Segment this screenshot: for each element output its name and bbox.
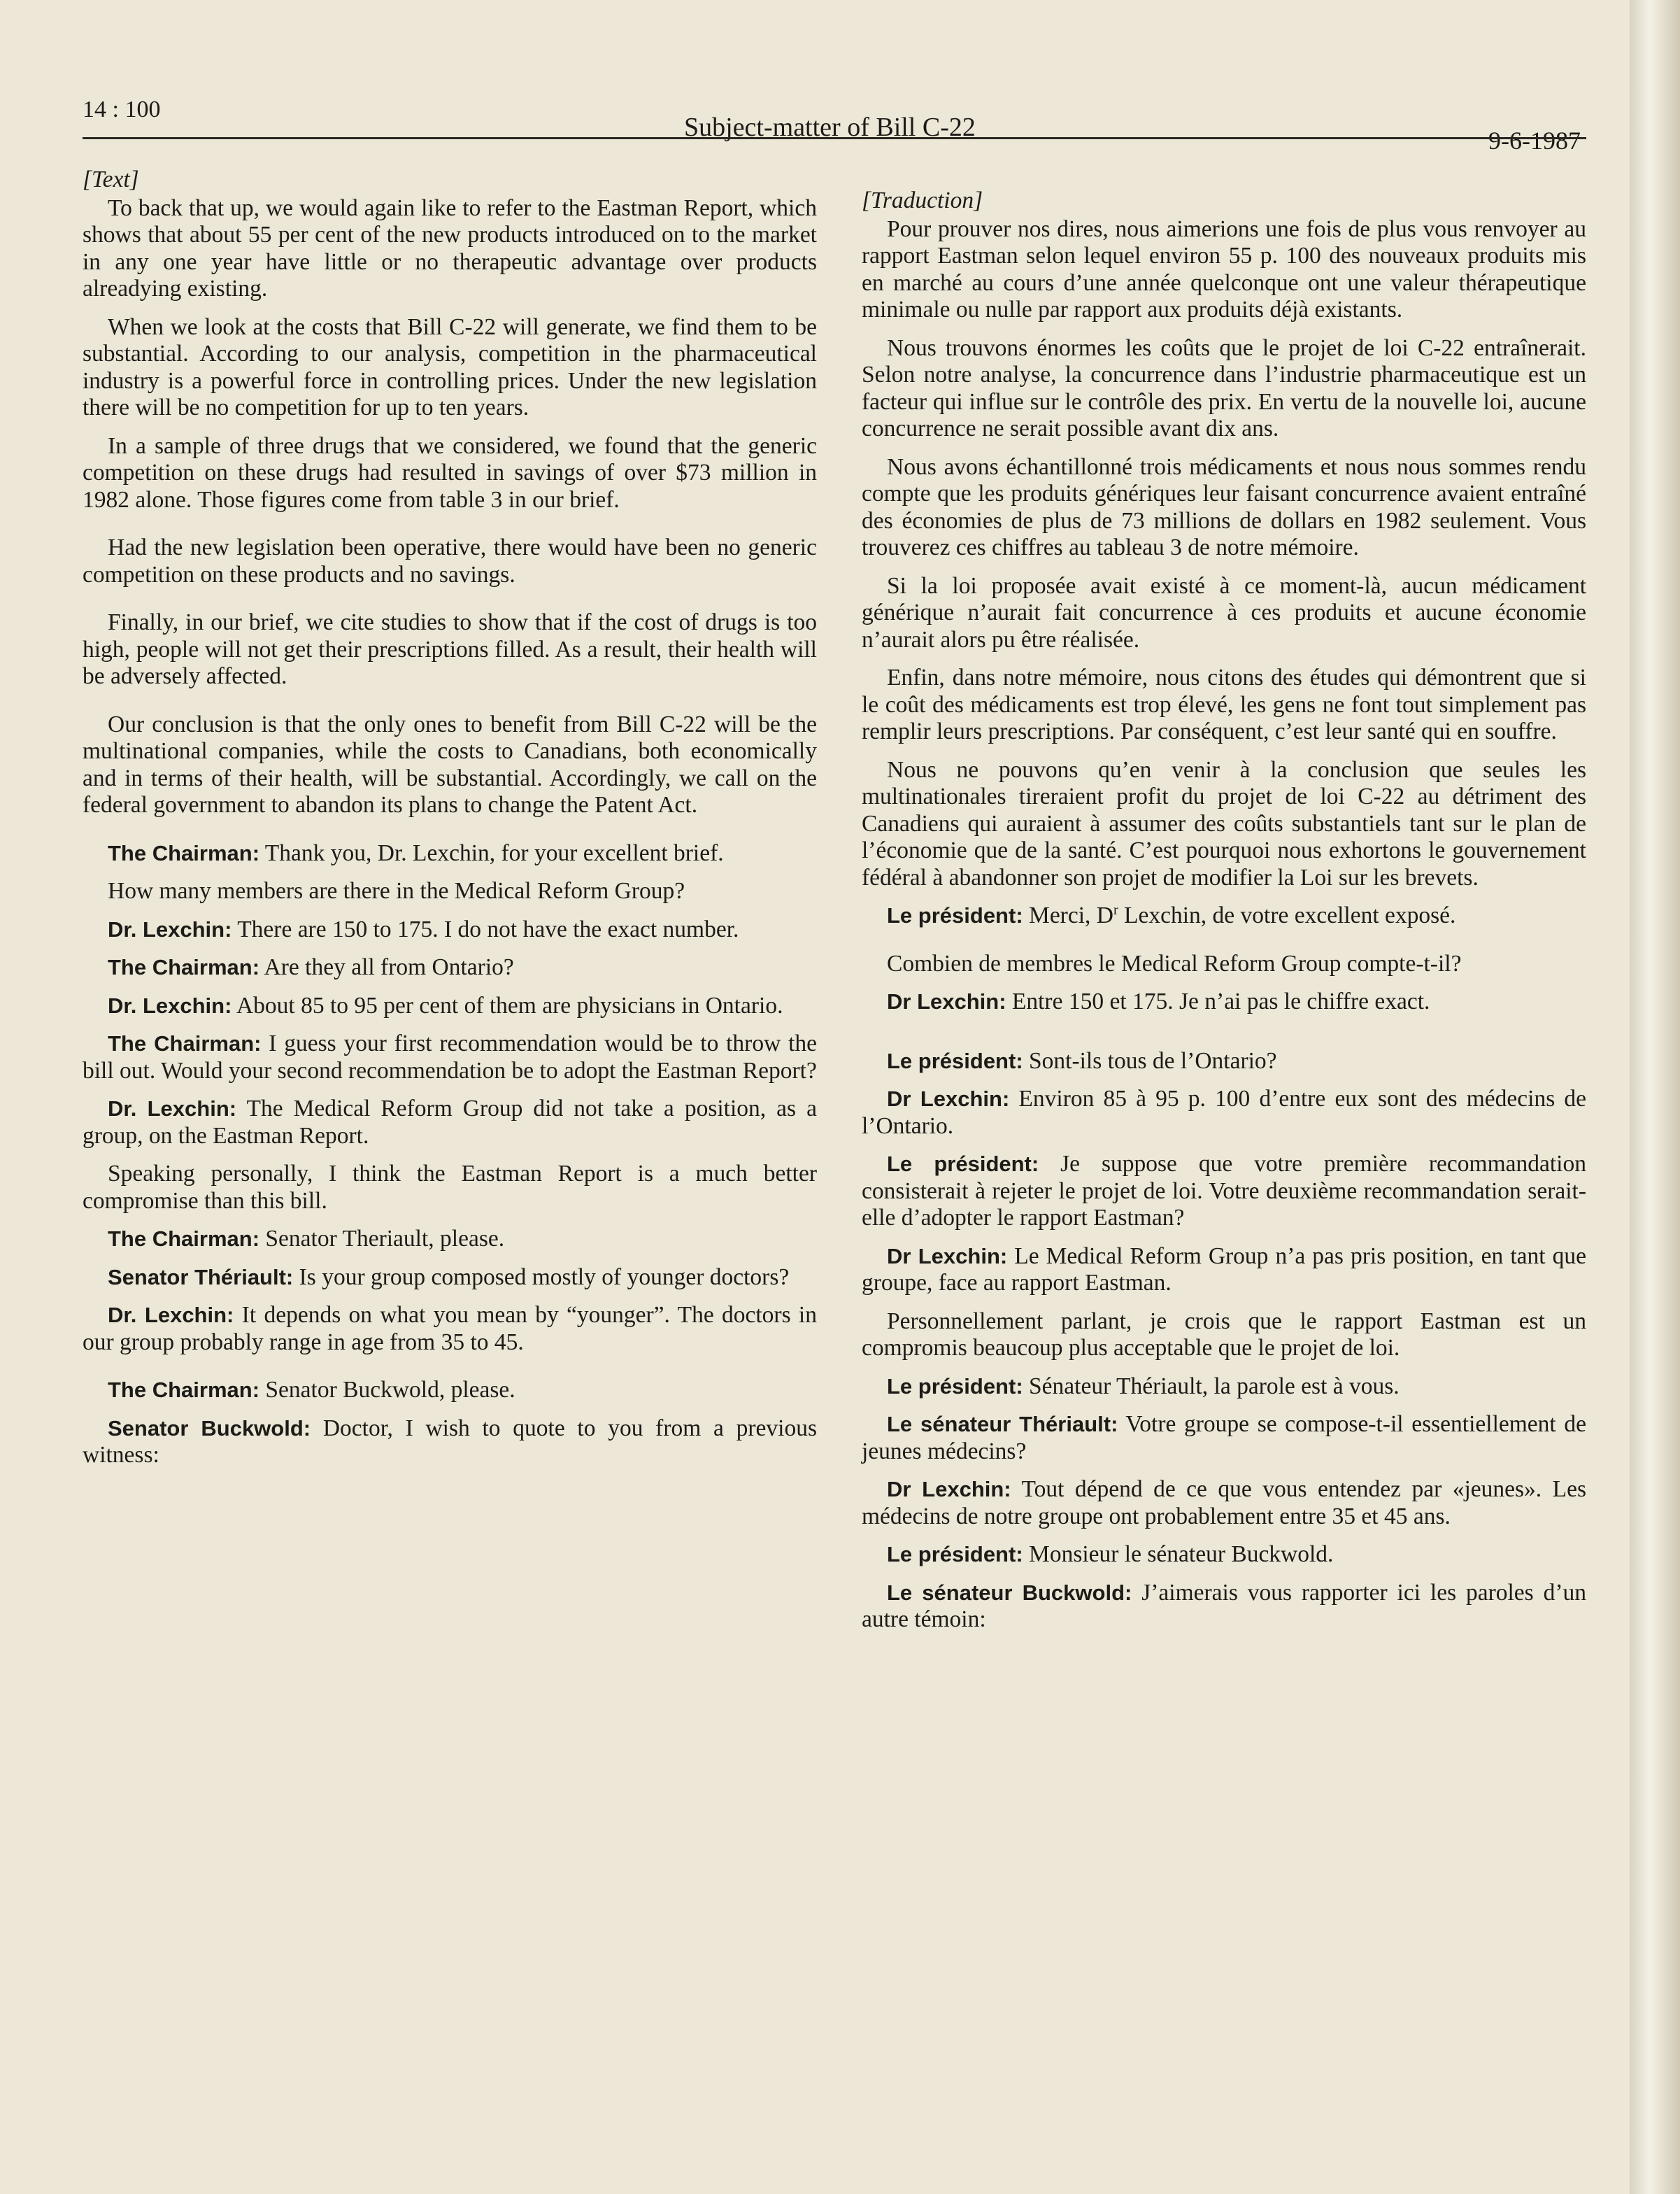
speech-text: Entre 150 et 175. Je n’ai pas le chiffre exact. [1006,989,1430,1014]
speech-text: It depends on what you mean by “younger”. The doctors in our group probably range in age from 35 to 45. [83,1302,817,1355]
paragraph: In a sample of three drugs that we considered, we found that the generic competition on these drugs had resulted in savings of over $73 million in 1982 alone. Those figures come from table 3 in our brief. [83,432,817,513]
speaker-name: Dr. Lexchin: [108,916,232,942]
dialogue-line [862,1476,1586,1530]
speech-text: Tout dépend de ce que vous entendez par «jeunes». Les médecins de notre groupe ont probablement entre 35 et 45 ans. [862,1476,1586,1529]
dialogue-line [862,1086,1586,1140]
dialogue-line [83,840,817,868]
speech-text: Environ 85 à 95 p. 100 d’entre eux sont des médecins de l’Ontario. [862,1086,1586,1139]
dialogue-line [862,903,1586,930]
speech-text: Combien de membres le Medical Reform Group compte-t-il? [887,950,1462,977]
dialogue-line [862,1541,1586,1569]
paragraph: Pour prouver nos dires, nous aimerions une fois de plus vous renvoyer au rapport Eastman selon lequel environ 55 p. 100 des nouveaux produits mis en marché au cours d’une année quelconque ont une valeur thérapeutique minimale ou nulle par rapport aux produits déjà existants. [862,215,1586,323]
page-number: 14 : 100 [83,97,161,122]
speaker-name: Le sénateur Thériault: [887,1412,1118,1436]
dialogue-line [862,1243,1586,1297]
dialogue-line [83,1377,817,1404]
speaker-name: Dr. Lexchin: [108,1303,234,1327]
page-date: 9-6-1987 [1488,127,1581,155]
dialogue-line [83,1031,817,1084]
speaker-name: Le président: [887,1048,1023,1073]
english-column [83,167,817,1480]
speaker-name: Le sénateur Buckwold: [887,1580,1132,1605]
dialogue-line [83,1161,817,1215]
speaker-name: Le président: [887,1542,1023,1566]
speaker-name: Dr Lexchin: [887,1243,1008,1268]
speaker-name: The Chairman: [108,1378,260,1402]
dialogue-line [862,1411,1586,1465]
speech-text: Are they all from Ontario? [259,954,514,980]
speaker-name: The Chairman: [108,955,260,979]
speech-text: How many members are there in the Medical Reform Group? [108,878,685,904]
dialogue-line [862,951,1586,978]
speech-text: J’aimerais vous rapporter ici les paroles d’un autre témoin: [862,1579,1586,1632]
speech-text: I guess your first recommendation would be to throw the bill out. Would your second recommendation be to adopt the Eastman Report? [83,1031,817,1084]
dialogue-line [83,1415,817,1469]
dialogue-line [83,916,817,944]
dialogue-line [862,1308,1586,1362]
paragraph: Nous ne pouvons qu’en venir à la conclusion que seules les multinationales tireraient profit du projet de loi C-22 au détriment des Canadiens qui auraient à assumer des coûts substantiels tant sur le plan de l’économie que de la santé. C’est pourquoi nous exhortons le gouvernement fédéral à abandonner son projet de modifier la Loi sur les brevets. [862,756,1586,891]
speech-text: Je suppose que votre première recommandation consisterait à rejeter le projet de loi. Votre deuxième recommandation serait-elle d’adopter le rapport Eastman? [862,1151,1586,1231]
speech-text: Sénateur Thériault, la parole est à vous. [1023,1373,1400,1399]
speaker-name: Le président: [887,1152,1039,1176]
dialogue-line [83,1226,817,1253]
paragraph: Our conclusion is that the only ones to benefit from Bill C-22 will be the multinational companies, while the costs to Canadians, both economically and in terms of their health, will be substantial. Accordingly, we call on the federal government to abandon its plans to change the Patent Act. [83,711,817,818]
speech-text: Doctor, I wish to quote to you from a previous witness: [83,1415,817,1468]
paragraph: Si la loi proposée avait existé à ce moment-là, aucun médicament générique n’aurait fait concurrence à ces produits et aucune économie n’aurait alors pu être réalisée. [862,572,1586,653]
header-rule [83,137,1586,139]
running-title: Subject-matter of Bill C-22 [684,113,976,142]
dialogue-line [862,1048,1586,1075]
speaker-name: Senator Buckwold: [108,1415,311,1441]
paragraph: To back that up, we would again like to refer to the Eastman Report, which shows that about 55 per cent of the new products introduced on to the market in any one year have little or no therapeutic advantage over products alreadying existing. [83,194,817,302]
speech-text: Senator Theriault, please. [259,1226,505,1252]
page-edge [1630,0,1680,2194]
speech-text: Is your group composed mostly of younger doctors? [293,1264,790,1290]
speech-text: Lexchin, de votre excellent exposé. [1118,903,1456,928]
dialogue-line [83,1096,817,1149]
speaker-name: Senator Thériault: [108,1264,294,1289]
speaker-name: Le président: [887,1373,1023,1399]
dialogue-line [83,993,817,1020]
speaker-name: The Chairman: [108,1031,262,1056]
speech-text: Merci, D [1023,903,1113,928]
speaker-name: The Chairman: [108,840,260,865]
speech-text: Personnellement parlant, je crois que le rapport Eastman est un compromis beaucoup plus acceptable que le projet de loi. [862,1308,1586,1361]
french-column [862,187,1586,1645]
language-tag: [Text] [83,167,139,192]
speaker-name: Dr Lexchin: [887,1477,1011,1501]
superscript: r [1113,902,1118,918]
speech-text: The Medical Reform Group did not take a position, as a group, on the Eastman Report. [83,1096,817,1149]
dialogue-line [83,878,817,905]
speech-text: Speaking personally, I think the Eastman Report is a much better compromise than this bill. [83,1161,817,1214]
dialogue-line [862,1373,1586,1401]
dialogue-line [83,1302,817,1356]
paragraph: Nous trouvons énormes les coûts que le projet de loi C-22 entraînerait. Selon notre analyse, la concurrence dans l’industrie pharmaceutique est un facteur qui influe sur le contrôle des prix. En vertu de la nouvelle loi, aucune concurrence ne serait possible avant dix ans. [862,334,1586,441]
dialogue-line [862,989,1586,1016]
language-tag: [Traduction] [862,187,983,213]
speech-text: Monsieur le sénateur Buckwold. [1023,1541,1334,1567]
speech-text: Votre groupe se compose-t-il essentiellement de jeunes médecins? [862,1411,1586,1464]
dialogue-line [83,1264,817,1291]
speaker-name: Dr. Lexchin: [108,1096,237,1121]
speaker-name: Dr Lexchin: [887,1087,1010,1111]
speech-text: Le Medical Reform Group n’a pas pris position, en tant que groupe, face au rapport Eastman. [862,1243,1587,1296]
paragraph: Nous avons échantillonné trois médicaments et nous nous sommes rendu compte que les produits génériques leur faisant concurrence avaient entraîné des économies de plus de 73 millions de dollars en 1982 seulement. Vous trouverez ces chiffres au tableau 3 de notre mémoire. [862,453,1586,560]
dialogue-line [862,1580,1586,1634]
speaker-name: Le président: [887,903,1023,928]
dialogue-line [83,954,817,982]
speech-text: Thank you, Dr. Lexchin, for your excellent brief. [259,840,724,866]
paragraph: Finally, in our brief, we cite studies to show that if the cost of drugs is too high, people will not get their prescriptions filled. As a result, their health will be adversely affected. [83,609,817,689]
dialogue-line [862,1151,1586,1232]
paragraph: Had the new legislation been operative, there would have been no generic competition on these products and no savings. [83,535,817,588]
speech-text: Senator Buckwold, please. [259,1377,515,1403]
speaker-name: Dr. Lexchin: [108,993,232,1018]
paragraph: Enfin, dans notre mémoire, nous citons des études qui démontrent que si le coût des médicaments est trop élevé, les gens ne font tout simplement pas remplir leurs prescriptions. Par conséquent, c’est leur santé qui en souffre. [862,665,1586,744]
speaker-name: The Chairman: [108,1226,260,1251]
speech-text: About 85 to 95 per cent of them are physicians in Ontario. [232,992,783,1019]
paragraph: When we look at the costs that Bill C-22 will generate, we find them to be substantial. According to our analysis, competition in the pharmaceutical industry is a powerful force in controlling prices. Under the new legislation there will be no competition for up to ten years. [83,313,817,420]
speech-text: Sont-ils tous de l’Ontario? [1023,1047,1277,1074]
speech-text: There are 150 to 175. I do not have the exact number. [232,916,739,942]
speaker-name: Dr Lexchin: [887,989,1006,1014]
